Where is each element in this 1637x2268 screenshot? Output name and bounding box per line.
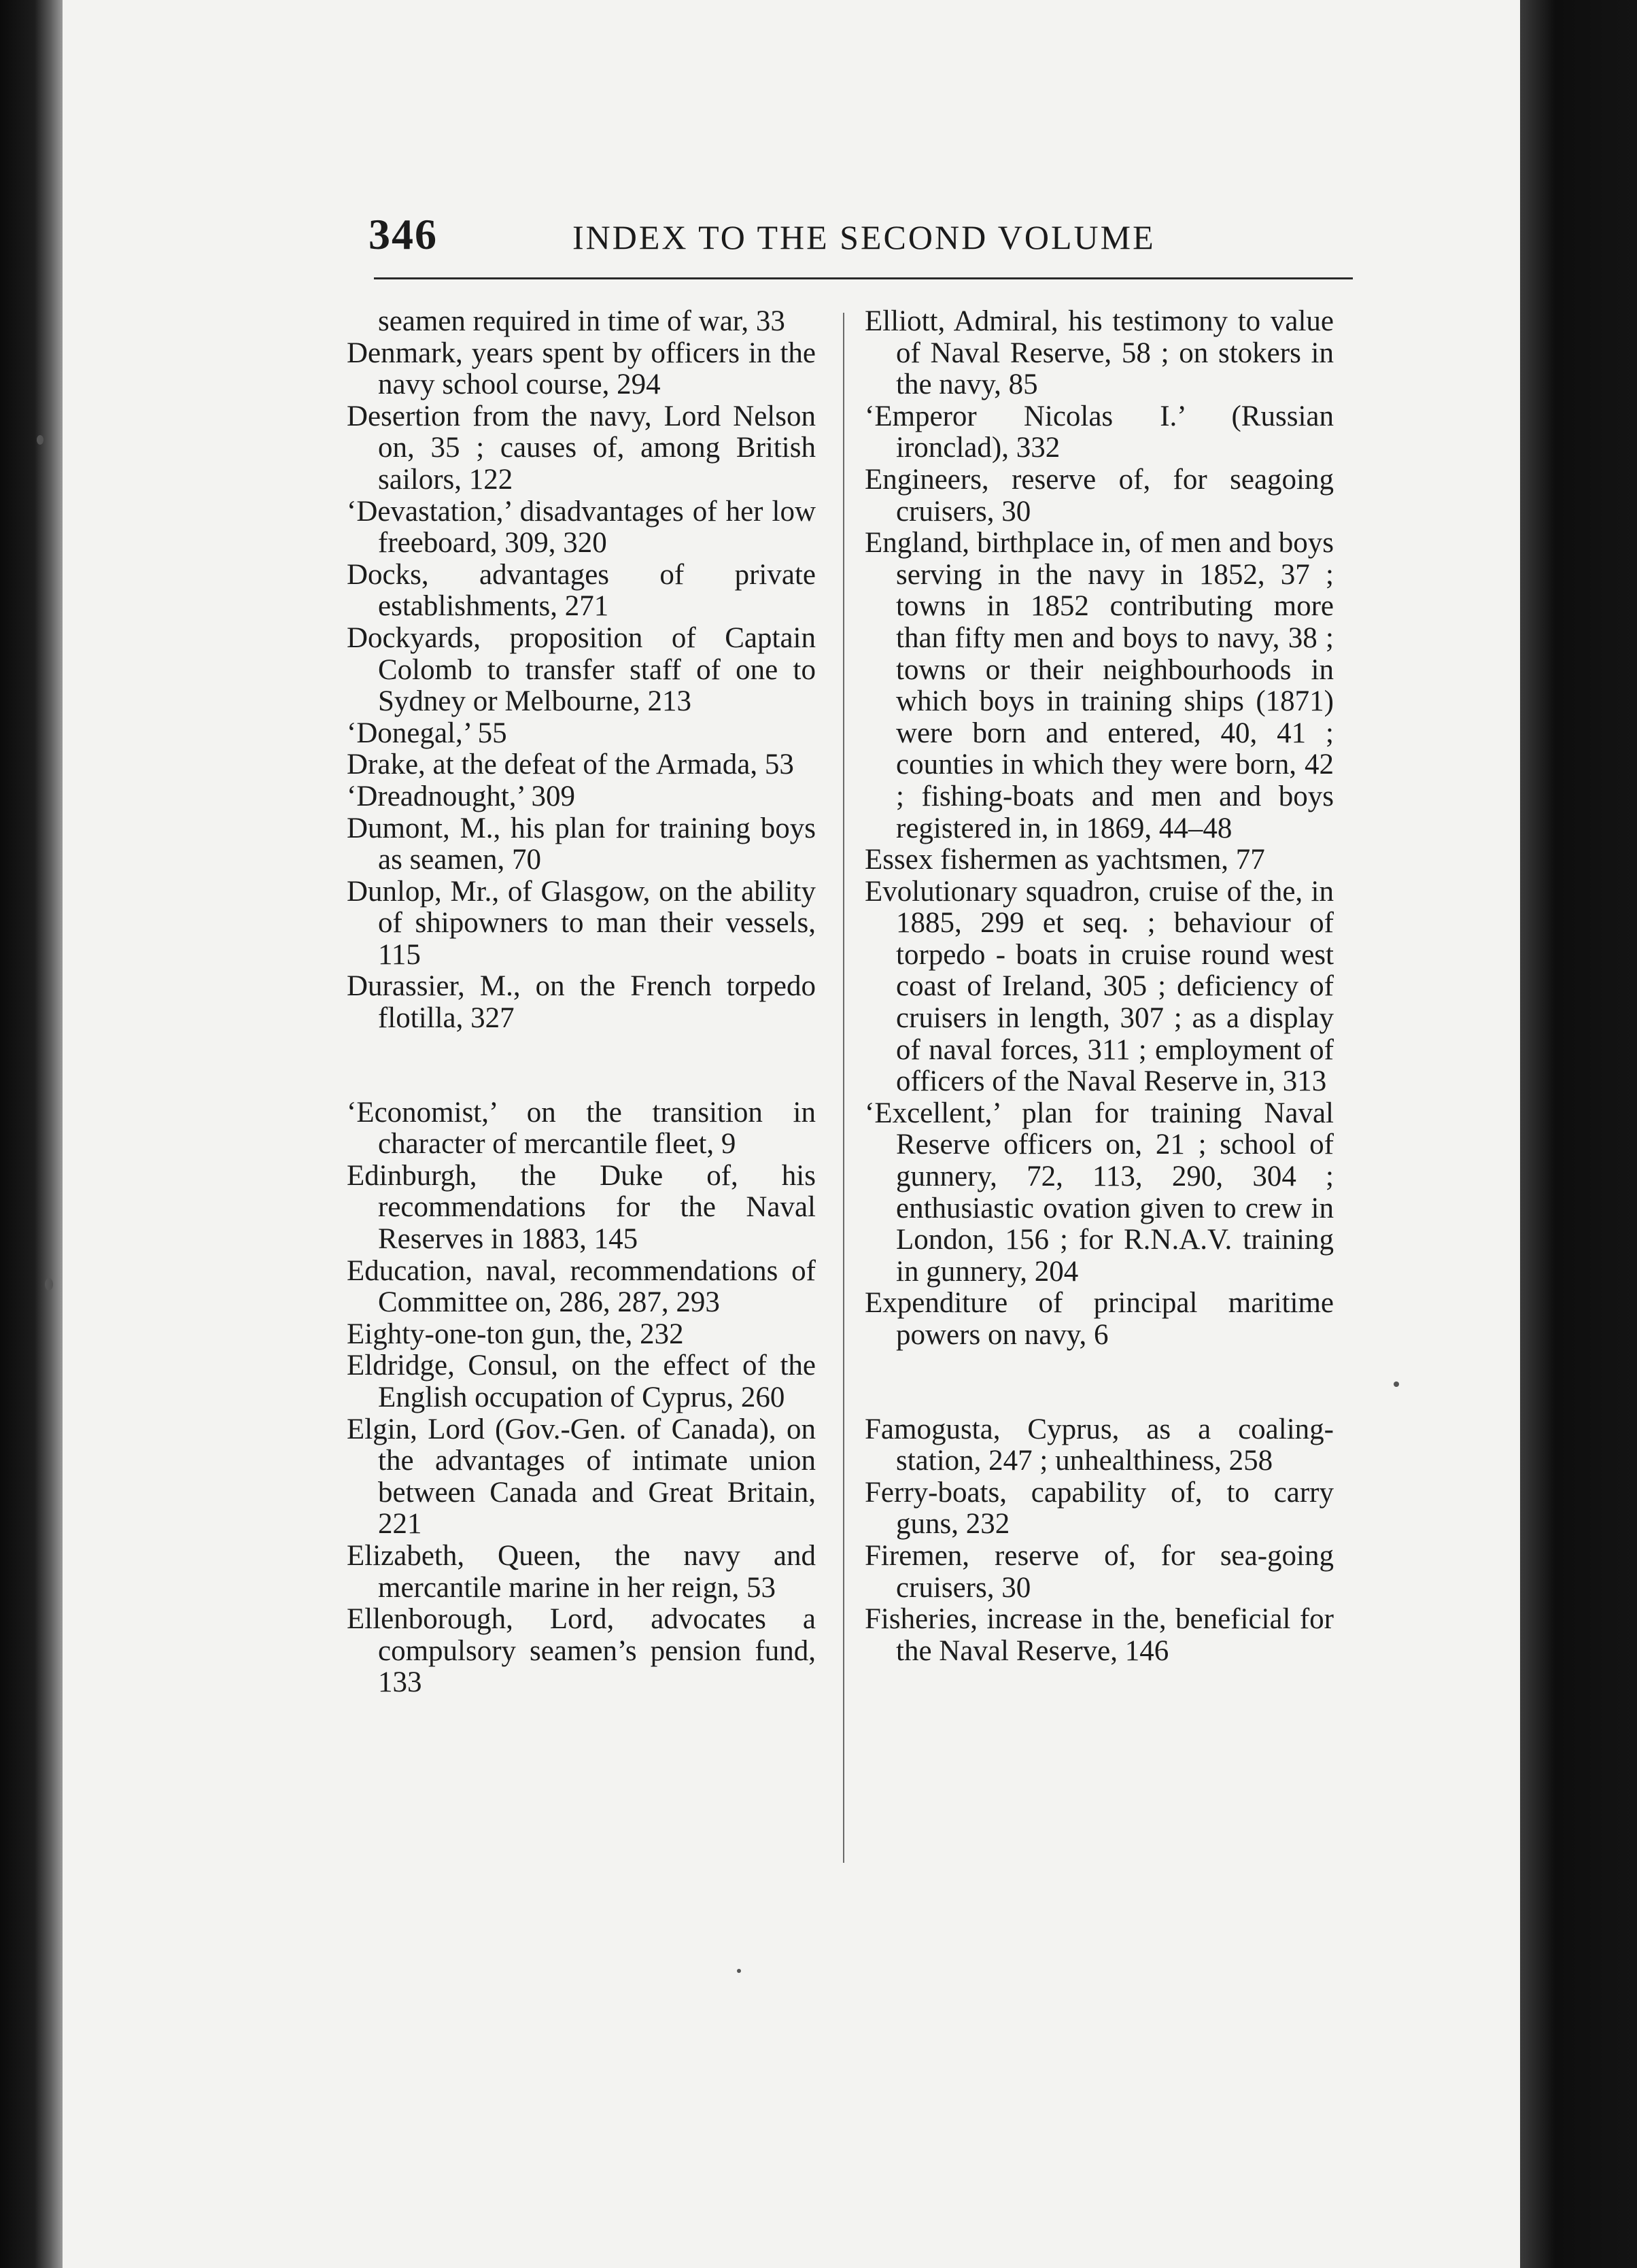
index-entry: Elizabeth, Queen, the navy and mercantile marine in her reign, 53 <box>347 1539 816 1604</box>
index-entry: Ferry-boats, capability of, to carry guns, 232 <box>865 1476 1334 1541</box>
index-entry: Expenditure of principal maritime powers on navy, 6 <box>865 1287 1334 1351</box>
index-entry: ‘Excellent,’ plan for training Naval Reserve officers on, 21 ; school of gunnery, 72, 113, 290, 304 ; enthusiastic ovation given to crew in London, 156 ; for R.N.A.V. training in gunnery, 204 <box>865 1097 1334 1288</box>
index-entry: Dunlop, Mr., of Glasgow, on the ability of shipowners to man their vessels, 115 <box>347 875 816 971</box>
index-entry: ‘Economist,’ on the transition in character of mercantile fleet, 9 <box>347 1096 816 1161</box>
scan-speck <box>37 435 44 445</box>
book-binding-edge <box>0 0 63 2268</box>
index-entry: seamen required in time of war, 33 <box>378 305 785 337</box>
header-rule <box>374 277 1353 279</box>
scan-speck <box>737 1969 741 1973</box>
index-entry: Edinburgh, the Duke of, his recommendations for the Naval Reserves in 1883, 145 <box>347 1159 816 1256</box>
index-entry: Eldridge, Consul, on the effect of the English occupation of Cyprus, 260 <box>347 1350 816 1413</box>
index-entry: Firemen, reserve of, for sea-going cruisers, 30 <box>865 1539 1334 1604</box>
page-number: 346 <box>368 210 438 258</box>
index-entry: ‘Emperor Nicolas I.’ (Russian ironclad), 332 <box>865 400 1334 464</box>
index-entry: Ellenborough, Lord, advocates a compulsory seamen’s pension fund, 133 <box>347 1603 816 1699</box>
scan-speck <box>1394 1381 1399 1387</box>
column-divider <box>843 313 844 1863</box>
index-entry: Engineers, reserve of, for seagoing cruisers, 30 <box>865 463 1334 528</box>
index-entry: Drake, at the defeat of the Armada, 53 <box>347 749 794 781</box>
index-entry: Education, naval, recommendations of Committee on, 286, 287, 293 <box>347 1254 816 1319</box>
index-entry: Durassier, M., on the French torpedo flotilla, 327 <box>347 970 816 1035</box>
index-column-left <box>347 306 816 1699</box>
index-entry: ‘Donegal,’ 55 <box>347 717 507 749</box>
index-entry: ‘Dreadnought,’ 309 <box>347 780 575 812</box>
index-entry: Dockyards, proposition of Captain Colomb to transfer staff of one to Sydney or Melbourne, 213 <box>347 621 816 718</box>
index-entry: Elliott, Admiral, his testimony to value of Naval Reserve, 58 ; on stokers in the navy, 85 <box>865 305 1334 401</box>
index-entry: Fisheries, increase in the, beneficial for the Naval Reserve, 146 <box>865 1603 1334 1667</box>
index-entry: Evolutionary squadron, cruise of the, in 1885, 299 et seq. ; behaviour of torpedo - boats in cruise round west coast of Ireland, 305 ; deficiency of cruisers in length, 307 ; as a display of naval forces, 311 ; employment of officers of the Naval Reserve in, 313 <box>865 875 1334 1098</box>
index-entry: Essex fishermen as yachtsmen, 77 <box>865 844 1265 876</box>
index-entry: Elgin, Lord (Gov.-Gen. of Canada), on the advantages of intimate union between Canada and Great Britain, 221 <box>347 1413 816 1541</box>
page-header <box>0 204 1637 286</box>
index-entry: England, birthplace in, of men and boys serving in the navy in 1852, 37 ; towns in 1852 contributing more than fifty men and boys to navy, 38 ; towns or their neighbourhoods in which boys in training ships (1871) were born and entered, 40, 41 ; counties in which they were born, 42 ; fishing-boats and men and boys registered in, in 1869, 44–48 <box>865 527 1334 844</box>
scan-right-border <box>1520 0 1637 2268</box>
index-entry: Docks, advantages of private establishments, 271 <box>347 558 816 623</box>
index-entry: Eighty-one-ton gun, the, 232 <box>347 1318 684 1350</box>
running-title: INDEX TO THE SECOND VOLUME <box>572 218 1156 256</box>
index-entry: Famogusta, Cyprus, as a coaling-station, 247 ; unhealthiness, 258 <box>865 1413 1334 1477</box>
index-column-right <box>865 306 1334 1667</box>
index-entry: Dumont, M., his plan for training boys as seamen, 70 <box>347 812 816 876</box>
index-entry: Denmark, years spent by officers in the navy school course, 294 <box>347 337 816 401</box>
index-entry: ‘Devastation,’ disadvantages of her low freeboard, 309, 320 <box>347 495 816 560</box>
scan-speck <box>45 1278 53 1290</box>
index-entry: Desertion from the navy, Lord Nelson on, 35 ; causes of, among British sailors, 122 <box>347 400 816 496</box>
